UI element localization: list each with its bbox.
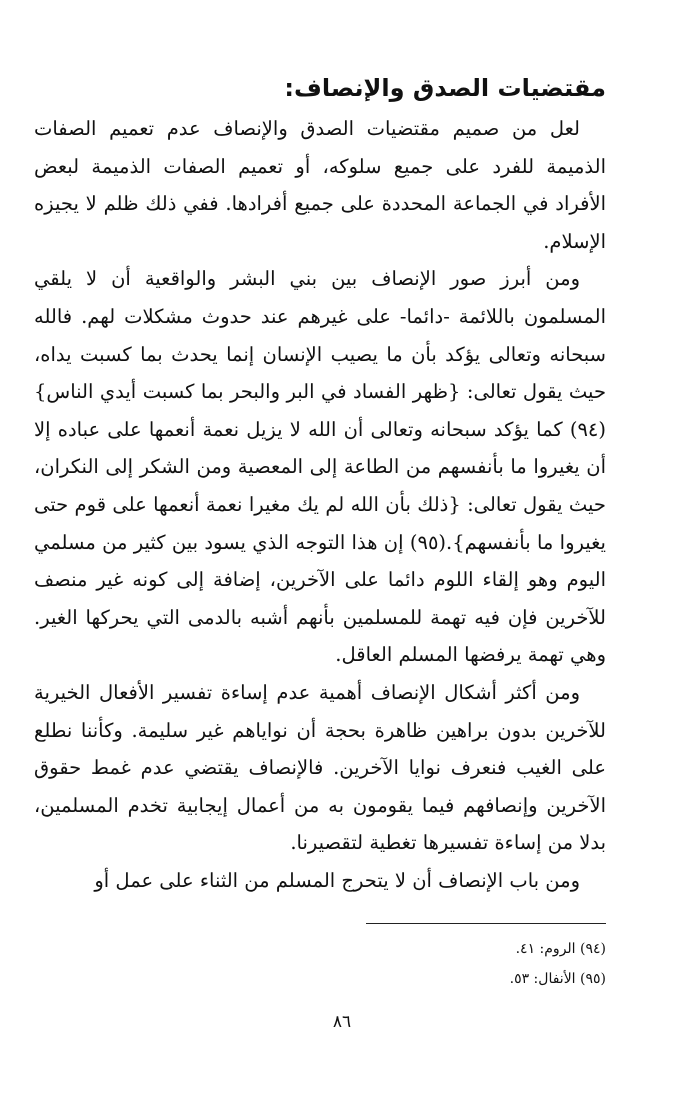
footnote-95: (٩٥) الأنفال: ٥٣. (509, 971, 606, 987)
paragraph-4: ومن باب الإنصاف أن لا يتحرج المسلم من الثناء على عمل أو (94, 868, 580, 892)
footnotes (106, 934, 606, 994)
footnote-94: (٩٤) الروم: ٤١. (515, 941, 606, 957)
page-content (34, 70, 606, 899)
body-text (34, 110, 606, 899)
paragraph-2: ومن أبرز صور الإنصاف بين بني البشر والواقعية أن لا يلقي المسلمون باللائمة -دائما- على غيرهم عند حدوث مشكلات لهم. فالله سبحانه وتعالى يؤكد بأن ما يصيب الإنسان إنما يحدث بما كسبت يداه، حيث يقول تعالى: {ظهر الفساد في البر والبحر بما كسبت أيدي الناس}(٩٤) كما يؤكد سبحانه وتعالى أن الله لا يزيل نعمة أنعمها على عباده إلا أن يغيروا ما بأنفسهم من الطاعة إلى المعصية ومن الشكر إلى النكران، حيث يقول تعالى: {ذلك بأن الله لم يك مغيرا نعمة أنعمها على قوم حتى يغيروا ما بأنفسهم}.(٩٥) إن هذا التوجه الذي يسود بين كثير من مسلمي اليوم وهو إلقاء اللوم دائما على الآخرين، إضافة إلى كونه غير منصف للآخرين فإن فيه تهمة للمسلمين بأنهم أشبه بالدمى التي يحركها الغير. وهي تهمة يرفضها المسلم العاقل. (34, 267, 606, 667)
paragraph-3: ومن أكثر أشكال الإنصاف أهمية عدم إساءة تفسير الأفعال الخيرية للآخرين بدون براهين ظاهرة بحجة أن نواياهم غير سليمة. وكأننا نطلع على الغيب فنعرف نوايا الآخرين. فالإنصاف يقتضي عدم غمط حقوق الآخرين وإنصافهم فيما يقومون به من أعمال إيجابية تخدم المسلمين، بدلا من إساءة تفسيرها تغطية لتقصيرنا. (34, 680, 606, 855)
footnote-divider (366, 923, 606, 924)
paragraph-1: لعل من صميم مقتضيات الصدق والإنصاف عدم تعميم الصفات الذميمة للفرد على جميع سلوكه، أو تعميم الصفات الذميمة لبعض الأفراد في الجماعة المحددة على جميع أفرادها. ففي ذلك ظلم لا يجيزه الإسلام. (34, 117, 606, 253)
page-number: ٨٦ (332, 1012, 352, 1032)
section-heading: مقتضيات الصدق والإنصاف: (284, 74, 606, 102)
